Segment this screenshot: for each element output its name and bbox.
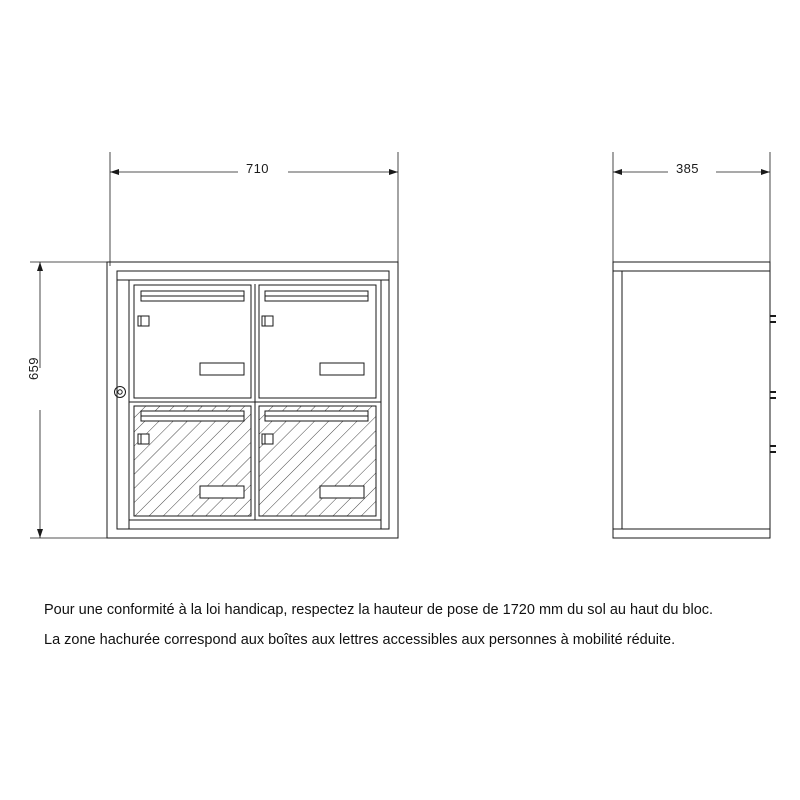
- side-view: [613, 262, 776, 538]
- dim-height-front: [30, 262, 112, 538]
- box-top-left: [134, 285, 251, 398]
- note-line-conformity: Pour une conformité à la loi handicap, respectez la hauteur de pose de 1720 mm du sol au haut du bloc.: [44, 602, 714, 618]
- box-bottom-right: [259, 406, 376, 516]
- lock-icon: [115, 387, 126, 398]
- front-view: [107, 262, 398, 538]
- dimension-label-height-front: 659: [26, 357, 41, 380]
- notes-block: [44, 595, 774, 655]
- dimension-label-width-front: 710: [246, 161, 269, 176]
- lock-keyhole-icon: [118, 390, 122, 394]
- box-bottom-left: [134, 406, 251, 516]
- dimension-label-depth-side: 385: [676, 161, 699, 176]
- box-top-right: [259, 285, 376, 398]
- note-line-hatched-zone: La zone hachurée correspond aux boîtes aux lettres accessibles aux personnes à mobilité réduite.: [44, 632, 676, 648]
